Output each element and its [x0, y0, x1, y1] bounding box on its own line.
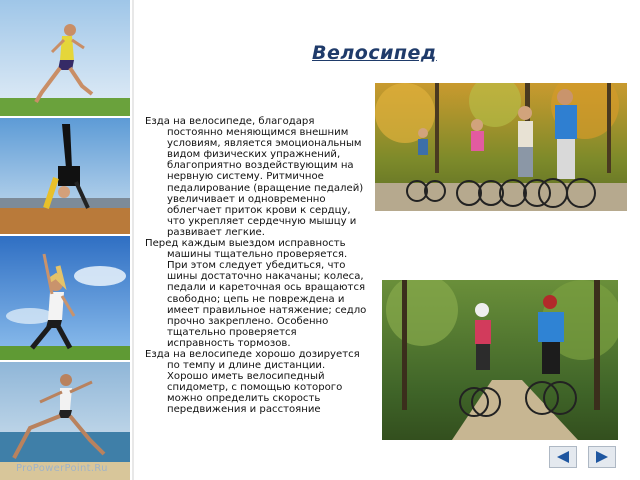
- next-slide-button[interactable]: [588, 446, 616, 468]
- couple-forest-cycling-photo: [382, 280, 618, 440]
- paragraph-2: Перед каждым выездом исправность машины тщательно проверяется. При этом следует убедиться, что шины достаточно накачаны; колеса, педали и кареточная ось вращаются свободно; цепь не повреждена и имеет правильное натяжение; седло прочно закреплено. Особенно тщательно проверяется исправность тормозов.: [145, 238, 367, 349]
- sidebar-photo-strip: [0, 0, 132, 480]
- yoga-pose-photo: [0, 118, 130, 234]
- runner-photo: [0, 0, 130, 116]
- paragraph-1: Езда на велосипеде, благодаря постоянно меняющимся внешним условиям, является эмоциональным видом физических упражнений, благоприятно воздействующим на нервную систему. Ритмичное педалирование (вращение педалей) увеличивает и одновременно облегчает приток крови к сердцу, что укрепляет сердечную мышцу и развивает легкие.: [145, 116, 364, 238]
- arrow-right-icon: [593, 450, 611, 464]
- slide-title: Велосипед: [312, 42, 437, 64]
- family-cycling-photo: [375, 83, 627, 211]
- jumping-woman-photo: [0, 236, 130, 360]
- watermark-text: ProPowerPoint.Ru: [16, 463, 108, 474]
- sidebar-divider: [132, 0, 134, 480]
- paragraph-3: Езда на велосипеде хорошо дозируется по темпу и длине дистанции. Хорошо иметь велосипедный спидометр, с помощью которого можно определить скорость передвижения и расстояние: [145, 348, 360, 416]
- arrow-left-icon: [554, 450, 572, 464]
- slide-body-text: [145, 116, 367, 416]
- prev-slide-button[interactable]: [549, 446, 577, 468]
